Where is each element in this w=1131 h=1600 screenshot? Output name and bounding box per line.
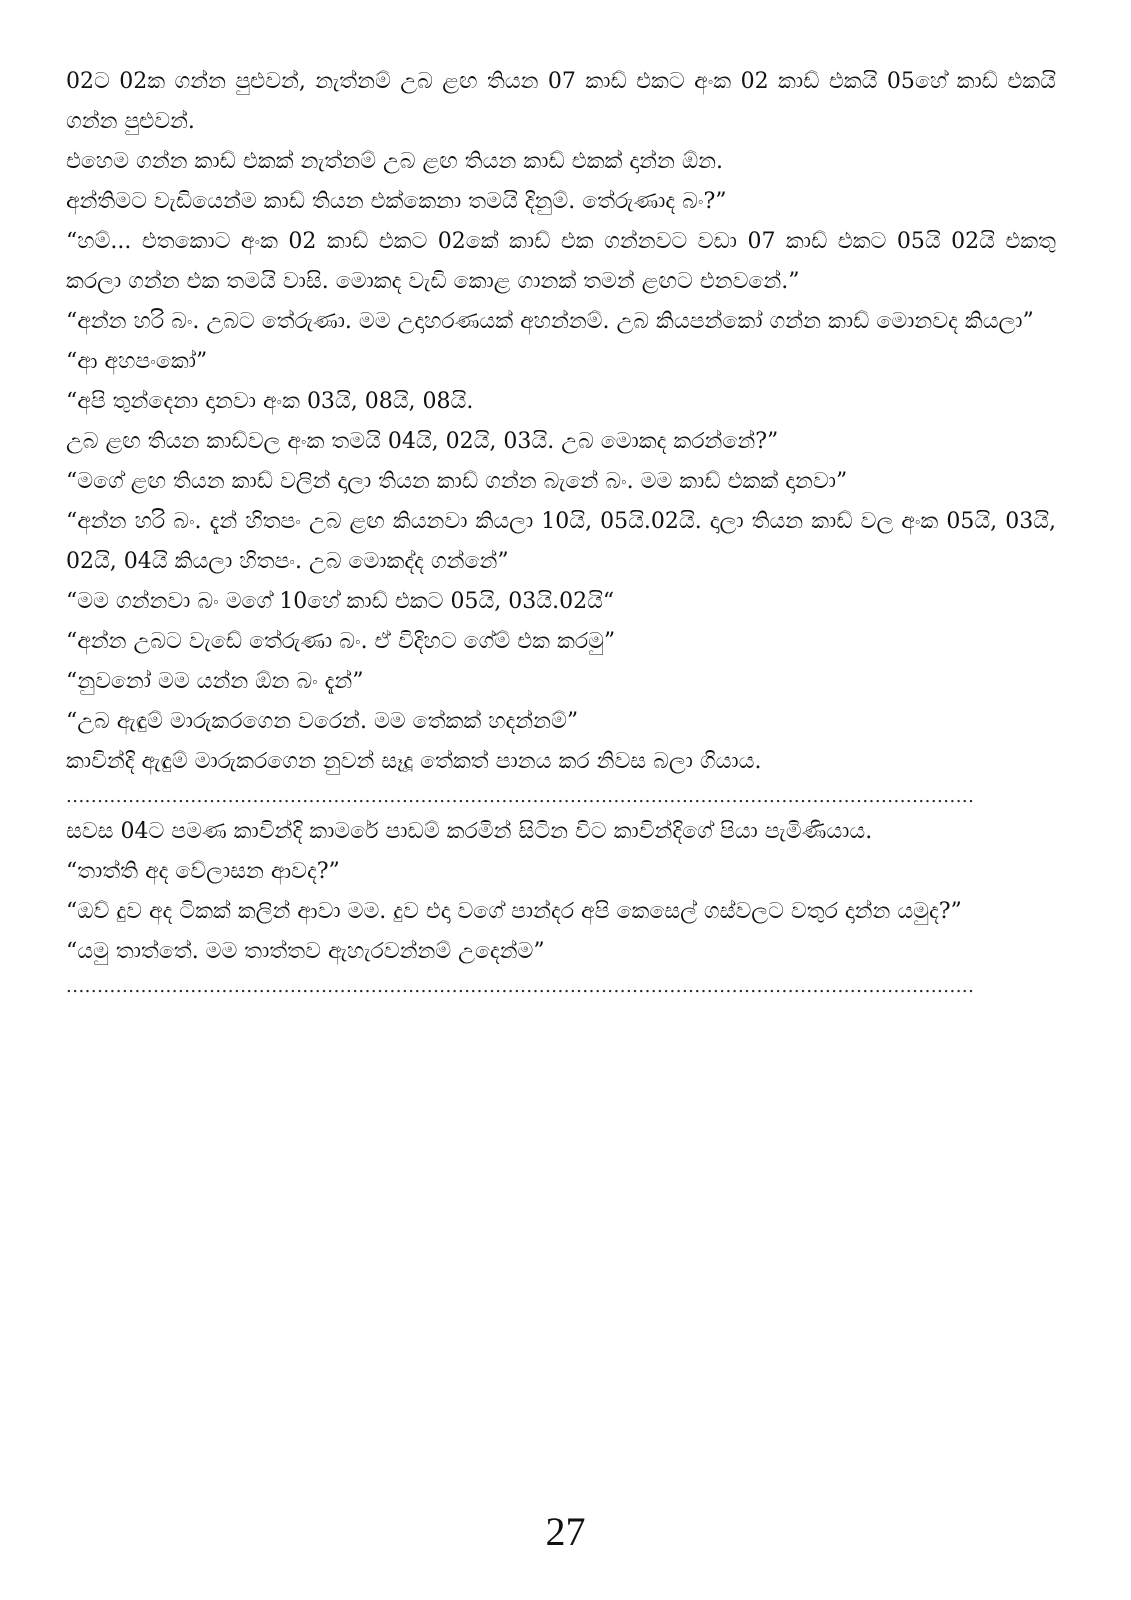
paragraph: “මම ගන්නවා බං මගේ 10හේ කාඩ් එකට 05යි, 03යි.02යි“ — [66, 589, 615, 614]
paragraph: “අන්න හරි බං. උබට තේරුණා. මම උදාහරණයක් අහන්නම්. උබ කියපන්කෝ ගන්න කාඩ් මොනවද කියලා” — [66, 309, 1034, 334]
paragraph: උබ ළඟ තියන කාඩ්වල අංක තමයි 04යි, 02යි, 03යි. උබ මොකද කරන්නේ?” — [66, 429, 779, 454]
paragraph: “උබ ඇඳුම් මාරුකරගෙන වරෙන්. මම තේකක් හදන්නම්” — [66, 709, 579, 734]
section-2 — [66, 812, 1056, 972]
paragraph: “නුවනෝ මම යන්න ඕන බං දැන්” — [66, 669, 364, 694]
page-body — [66, 62, 1056, 1002]
paragraph: “තාත්ති අද වේලාසන ආවද?” — [66, 859, 340, 884]
paragraph: “යමු තාත්තේ. මම තාත්තව ඇහැරවන්නම් උදෙන්ම” — [66, 939, 545, 964]
paragraph: එහෙම ගන්න කාඩ් එකක් නැත්නම් උබ ළඟ තියන කාඩ් එකක් දාන්න ඕන. — [66, 149, 723, 174]
section-separator: .................................................................................................................................................. — [66, 788, 975, 806]
paragraph: සවස 04ට පමණ කාවින්දි කාමරේ පාඩම් කරමින් සිටින විට කාවින්දිගේ පියා පැමිණියාය. — [66, 819, 873, 844]
paragraph: 02ට 02ක ගන්න පුළුවන්, නැත්නම් උබ ළඟ තියන 07 කාඩ් එකට අංක 02 කාඩ් එකයි 05හේ කාඩ් එකයි ගන්න පුළුවන්. — [66, 69, 1056, 134]
page-number: 27 — [545, 1509, 586, 1554]
paragraph: “මගේ ළඟ තියන කාඩ් වලින් දාලා තියන කාඩ් ගන්න බැනේ බං. මම කාඩ් එකක් දානවා” — [66, 469, 848, 494]
paragraph: “අන්න උබට වැඩේ තේරුණා බං. ඒ විදිහට ගේම් එක කරමු” — [66, 629, 616, 654]
paragraph: අන්තිමට වැඩියෙන්ම කාඩ් තියන එක්කෙනා තමයි දිනුම්. තේරුණාද බං?” — [66, 189, 727, 214]
paragraph: “හම්... එතකොට අංක 02 කාඩ් එකට 02කේ කාඩ් එක ගන්නවට වඩා 07 කාඩ් එකට 05යි 02යි එකතු කරලා ගන්න එක තමයි වාසි. මොකද වැඩි කොළ ගානක් තමන් ළඟට එනවනේ.” — [66, 229, 1056, 294]
paragraph: “ආ අහපංකෝ” — [66, 349, 208, 374]
paragraph: කාවින්දි ඇඳුම් මාරුකරගෙන නුවන් සෑදූ තේකත් පානය කර නිවස බලා ගියාය. — [66, 749, 762, 774]
paragraph: “අපි තුන්දෙනා දානවා අංක 03යි, 08යි, 08යි. — [66, 389, 474, 414]
paragraph: “අන්න හරි බං. දැන් හිතපං උබ ළඟ කියනවා කියලා 10යි, 05යි.02යි. දාලා තියන කාඩ් වල අංක 05යි, 03යි, 02යි, 04යි කියලා හිතපං. උබ මොකද්ද ගන්නේ” — [66, 509, 1056, 574]
paragraph: “ඔව් දුව අද ටිකක් කලින් ආවා මම. දුව එදා වගේ පාන්දර අපි කෙසෙල් ගස්වලට වතුර දාන්න යමුද?” — [66, 899, 962, 924]
section-separator: .................................................................................................................................................. — [66, 978, 975, 996]
section-1 — [66, 62, 1056, 782]
